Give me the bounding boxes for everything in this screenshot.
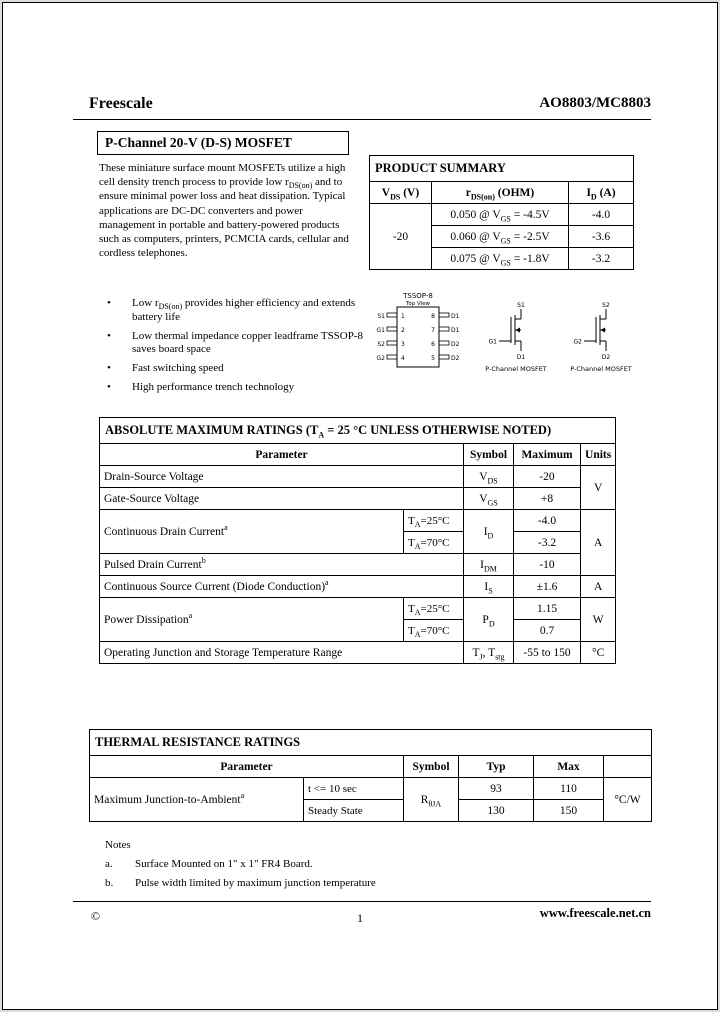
table-row [100, 576, 616, 598]
page-title: P-Channel 20-V (D-S) MOSFET [97, 131, 349, 155]
mosfet-caption: P-Channel MOSFET [570, 365, 632, 373]
amr-symbol-vds [464, 466, 514, 488]
pin-number: 8 [431, 313, 435, 320]
ps-header-rds-base: r [465, 186, 471, 199]
notes-section [105, 839, 376, 896]
mosfet-drain-label: D1 [516, 354, 526, 361]
ps-header-rds-sub: DS(on) [470, 191, 495, 201]
amr-max-is: ±1.6 [514, 576, 581, 598]
ps-header-vds-sub: DS [390, 191, 401, 201]
table-row [100, 598, 616, 620]
package-diagram [369, 289, 651, 391]
note-b-label: b. [105, 877, 114, 889]
amr-param-idm [100, 554, 464, 576]
description-subscript: DS(on) [288, 181, 313, 191]
ps-rds-cell [432, 226, 569, 248]
table-row [100, 554, 616, 576]
amr-symbol-idm [464, 554, 514, 576]
pin-number: 1 [401, 313, 405, 320]
pin-label: D2 [451, 355, 460, 362]
amr-param-pd-text: Power Dissipation [104, 613, 189, 626]
brand-logo: Freescale [89, 95, 153, 112]
amr-cond-post: =70°C [420, 536, 450, 549]
pin-label: S2 [377, 341, 385, 348]
amr-cond-post: =70°C [420, 624, 450, 637]
amr-sym-idm-sub: DM [483, 563, 497, 573]
ps-rds-cell [432, 204, 569, 226]
feature-0-sub: DS(on) [158, 302, 183, 312]
table-row [100, 510, 616, 532]
absolute-maximum-ratings-table [99, 417, 616, 664]
amr-title-pre: ABSOLUTE MAXIMUM RATINGS (T [105, 423, 319, 437]
amr-sym-is-base: I [484, 580, 489, 593]
ps-rds-2-sub: GS [500, 257, 511, 267]
amr-sym-pd-sub: D [488, 618, 495, 628]
feature-0-pre: Low r [132, 297, 159, 309]
amr-cond-pd-25 [404, 598, 464, 620]
ps-header-id-base: I [586, 186, 591, 199]
amr-note-ref: a [224, 522, 228, 532]
ps-rds-1-sub: GS [500, 235, 511, 245]
amr-param-id [100, 510, 404, 554]
amr-units-c: °C [581, 642, 616, 664]
table-row [100, 642, 616, 664]
amr-cond-sub: A [414, 629, 421, 639]
ps-rds-2-pre: 0.075 @ V [450, 252, 501, 265]
ps-header-rds-rest: (OHM) [494, 186, 535, 199]
amr-title-post: = 25 °C UNLESS OTHERWISE NOTED) [324, 423, 552, 437]
amr-max-pd-70: 0.7 [514, 620, 581, 642]
amr-param-idm-text: Pulsed Drain Current [104, 558, 202, 571]
amr-header-units: Units [581, 444, 616, 466]
pin-label: G1 [376, 327, 385, 334]
ps-vds-value: -20 [370, 204, 432, 270]
mosfet-caption: P-Channel MOSFET [485, 365, 547, 373]
ps-rds-cell [432, 248, 569, 270]
list-item [107, 362, 365, 376]
pin-label: G2 [376, 355, 385, 362]
ps-header-vds-rest: (V) [400, 186, 420, 199]
amr-param-id-text: Continuous Drain Current [104, 525, 225, 538]
amr-param-vds: Drain-Source Voltage [100, 466, 464, 488]
trr-header-units-blank [604, 756, 652, 778]
feature-0-post: provides higher efficiency and extends battery life [132, 297, 356, 323]
amr-note-ref: b [201, 555, 206, 565]
amr-sym-vgs-sub: GS [487, 497, 498, 507]
package-outline [387, 307, 449, 367]
thermal-resistance-table [89, 729, 652, 822]
amr-units-v: V [581, 466, 616, 510]
feature-text [132, 381, 294, 395]
package-view-label: Top View [405, 301, 431, 307]
amr-sym-tj2-sub: stg [495, 651, 505, 661]
notes-heading: Notes [105, 839, 131, 851]
ps-id-cell: -4.0 [569, 204, 634, 226]
pin-number: 3 [401, 341, 405, 348]
trr-cond-steady: Steady State [304, 800, 404, 822]
trr-max-transient: 110 [534, 778, 604, 800]
trr-title: THERMAL RESISTANCE RATINGS [90, 730, 652, 756]
amr-title-sub: A [318, 430, 325, 440]
amr-param-pd [100, 598, 404, 642]
amr-max-id-70: -3.2 [514, 532, 581, 554]
amr-cond-id-25 [404, 510, 464, 532]
trr-param [90, 778, 304, 822]
ps-rds-0-sub: GS [500, 213, 511, 223]
ps-header-vds [370, 182, 432, 204]
amr-sym-vds-base: V [479, 470, 488, 483]
amr-symbol-id [464, 510, 514, 554]
amr-max-id-25: -4.0 [514, 510, 581, 532]
table-row [90, 778, 652, 800]
trr-typ-transient: 93 [459, 778, 534, 800]
amr-units-a2: A [581, 576, 616, 598]
pin-numbers [401, 313, 435, 362]
header-rule [73, 119, 651, 120]
amr-sym-pd-base: P [482, 613, 489, 626]
amr-cond-pre: T [408, 624, 415, 637]
amr-cond-pre: T [408, 514, 415, 527]
copyright-icon: © [91, 909, 101, 923]
trr-note-ref: a [240, 790, 245, 800]
website-link[interactable]: www.freescale.net.cn [539, 906, 651, 920]
ps-id-cell: -3.2 [569, 248, 634, 270]
part-number: AO8803/MC8803 [539, 95, 651, 111]
amr-cond-post: =25°C [420, 514, 450, 527]
ps-header-id-sub: D [590, 191, 597, 201]
trr-sym-sub: θJA [428, 798, 442, 808]
pin-number: 6 [431, 341, 435, 348]
table-row [370, 204, 634, 226]
ps-rds-0-post: = -4.5V [510, 208, 550, 221]
amr-sym-vds-sub: DS [487, 475, 498, 485]
note-a-label: a. [105, 858, 113, 870]
trr-symbol [404, 778, 459, 822]
feature-2-pre: Fast switching speed [132, 362, 224, 375]
note-a [105, 858, 376, 870]
amr-cond-pd-70 [404, 620, 464, 642]
mosfet-gate-label: G2 [573, 338, 582, 346]
package-diagram-svg [369, 289, 651, 391]
feature-1-pre: Low thermal impedance copper leadframe TSSOP-8 saves board space [132, 329, 364, 356]
amr-cond-sub: A [414, 519, 421, 529]
features-list [107, 297, 365, 400]
trr-cond-transient: t <= 10 sec [304, 778, 404, 800]
amr-header-parameter: Parameter [100, 444, 464, 466]
amr-sym-id-sub: D [487, 530, 494, 540]
description-text-post: and to ensure minimal power loss and heat dissipation. Typical applications are DC-DC converters and power management in portable and battery-powered products such as computers, printers, PCMCIA cards, cellular and cordless telephones. [99, 176, 349, 260]
bullet-icon [107, 381, 132, 395]
pin-number: 2 [401, 327, 405, 334]
amr-param-vgs: Gate-Source Voltage [100, 488, 464, 510]
amr-cond-sub: A [414, 541, 421, 551]
feature-text [132, 362, 224, 376]
amr-param-is-text: Continuous Source Current (Diode Conduction) [104, 580, 326, 593]
trr-typ-steady: 130 [459, 800, 534, 822]
ps-rds-1-pre: 0.060 @ V [450, 230, 501, 243]
note-b [105, 877, 376, 889]
amr-cond-pre: T [408, 602, 415, 615]
list-item [107, 381, 365, 395]
mosfet-drain-label: D2 [601, 354, 611, 361]
pin-number: 7 [431, 327, 435, 334]
bullet-icon [107, 297, 132, 325]
mosfet-source-label: S2 [602, 302, 610, 309]
amr-sym-idm-base: I [480, 558, 484, 571]
pin-label: D1 [451, 327, 460, 334]
pin-label: S1 [377, 313, 385, 320]
list-item [107, 297, 365, 325]
feature-3-pre: High performance trench technology [132, 380, 295, 393]
amr-note-ref: a [188, 610, 193, 620]
ps-id-cell: -3.6 [569, 226, 634, 248]
amr-symbol-is [464, 576, 514, 598]
datasheet-page [2, 2, 718, 1010]
feature-text [132, 330, 365, 358]
amr-symbol-pd [464, 598, 514, 642]
footer-rule [73, 901, 651, 902]
amr-note-ref: a [325, 577, 329, 587]
amr-sym-tj1-base: T [472, 646, 480, 659]
amr-cond-pre: T [408, 536, 415, 549]
ps-rds-1-post: = -2.5V [510, 230, 550, 243]
mosfet-gate-label: G1 [488, 338, 497, 346]
pin-label: D2 [451, 341, 460, 348]
amr-cond-sub: A [414, 607, 421, 617]
amr-sym-id-base: I [483, 525, 488, 538]
pin-label: D1 [451, 313, 460, 320]
mosfet-symbol-1 [485, 302, 547, 373]
trr-max-steady: 150 [534, 800, 604, 822]
list-item [107, 330, 365, 358]
amr-max-tj: -55 to 150 [514, 642, 581, 664]
trr-sym-base: R [420, 793, 429, 806]
ps-header-id-rest: (A) [596, 186, 616, 199]
amr-sym-is-sub: S [488, 585, 493, 595]
amr-max-pd-25: 1.15 [514, 598, 581, 620]
product-summary-title: PRODUCT SUMMARY [370, 156, 634, 182]
table-row [100, 466, 616, 488]
amr-sym-vgs-base: V [479, 492, 488, 505]
trr-header-typ: Typ [459, 756, 534, 778]
description-text-pre: These miniature surface mount MOSFETs utilize a high cell density trench process to provide low r [99, 162, 346, 189]
amr-sym-tj1-sub: J [479, 651, 483, 661]
amr-header-maximum: Maximum [514, 444, 581, 466]
trr-header-symbol: Symbol [404, 756, 459, 778]
amr-max-idm: -10 [514, 554, 581, 576]
amr-cond-post: =25°C [420, 602, 450, 615]
bullet-icon [107, 362, 132, 376]
amr-units-a1: A [581, 510, 616, 576]
amr-symbol-vgs [464, 488, 514, 510]
trr-units: °C/W [604, 778, 652, 822]
ps-header-rds [432, 182, 569, 204]
page-number: 1 [357, 911, 363, 925]
amr-param-is [100, 576, 464, 598]
amr-max-vds: -20 [514, 466, 581, 488]
amr-param-tj: Operating Junction and Storage Temperature Range [100, 642, 464, 664]
mosfet-symbol-2 [570, 302, 632, 373]
package-name-label: TSSOP-8 [403, 292, 433, 300]
note-b-text: Pulse width limited by maximum junction temperature [135, 877, 376, 889]
ps-header-vds-base: V [381, 186, 391, 199]
amr-symbol-tj [464, 642, 514, 664]
table-row [100, 488, 616, 510]
ps-rds-0-pre: 0.050 @ V [450, 208, 501, 221]
amr-max-vgs: +8 [514, 488, 581, 510]
ps-header-id [569, 182, 634, 204]
amr-units-w: W [581, 598, 616, 642]
description-paragraph [99, 161, 353, 260]
trr-header-max: Max [534, 756, 604, 778]
pin-number: 5 [431, 355, 435, 362]
trr-header-parameter: Parameter [90, 756, 404, 778]
amr-header-symbol: Symbol [464, 444, 514, 466]
ps-rds-2-post: = -1.8V [510, 252, 550, 265]
bullet-icon [107, 330, 132, 358]
pin-number: 4 [401, 355, 405, 362]
amr-cond-id-70 [404, 532, 464, 554]
amr-title [100, 418, 616, 444]
feature-text [132, 297, 365, 325]
product-summary-table [369, 155, 634, 270]
note-a-text: Surface Mounted on 1" x 1" FR4 Board. [135, 858, 313, 870]
mosfet-source-label: S1 [517, 302, 525, 309]
trr-param-text: Maximum Junction-to-Ambient [94, 793, 241, 806]
amr-sym-tj2-base: , T [482, 646, 496, 659]
